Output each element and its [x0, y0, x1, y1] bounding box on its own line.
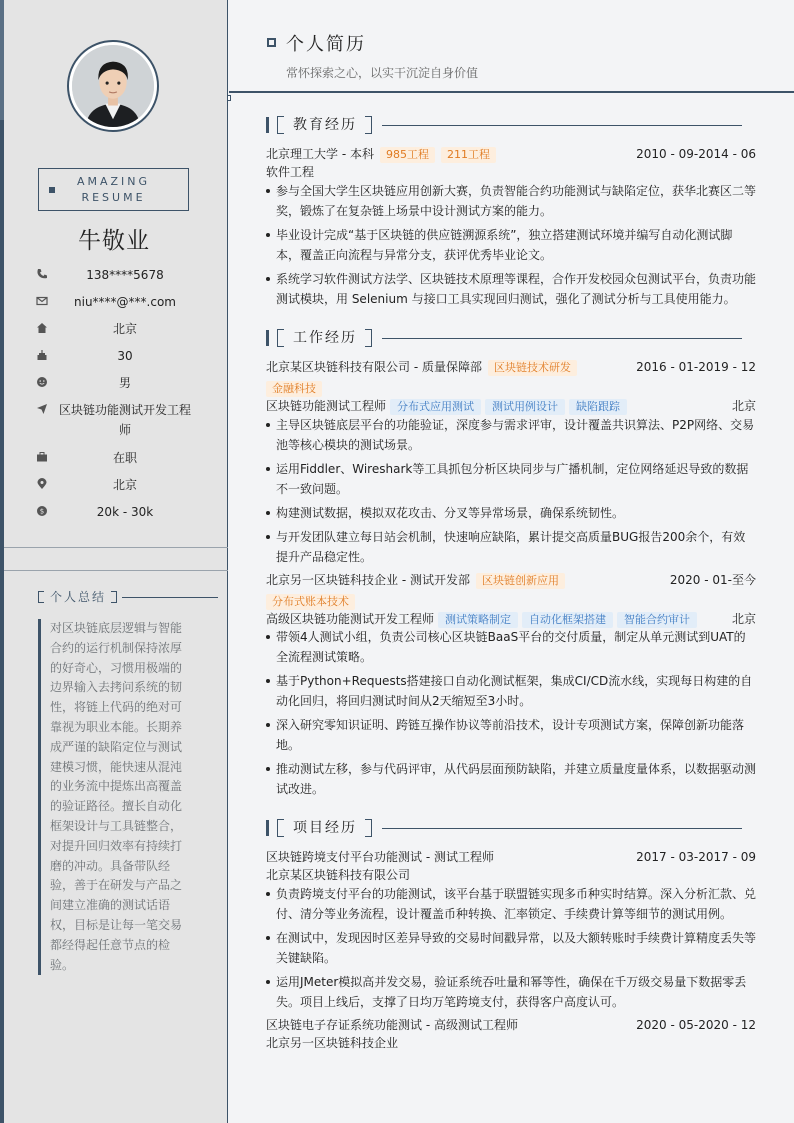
status-value: 在职: [112, 451, 137, 465]
info-salary: [36, 502, 196, 522]
job-1-tag-wrap: [266, 379, 756, 397]
sidebar-accent-bar: [0, 0, 4, 1123]
education-bullets: [266, 181, 756, 313]
job-2-header: [266, 571, 756, 589]
info-email: [36, 292, 196, 312]
skill-tag: 测试用例设计: [485, 399, 565, 415]
title-square-icon: [267, 38, 276, 47]
major-name: 软件工程: [266, 165, 315, 179]
salary-value: 20k - 30k: [96, 505, 154, 519]
project-1-header: [266, 848, 756, 866]
candidate-name: 牛敬业: [78, 228, 150, 254]
send-icon: [36, 403, 48, 415]
job-city: 北京: [731, 399, 756, 413]
list-item: 推动测试左移，参与代码评审，从代码层面预防缺陷，并建立质量度量体系，以数据驱动测试改进。: [266, 759, 756, 799]
svg-text:$: $: [39, 507, 45, 516]
edu-tag: 985工程: [380, 147, 435, 163]
skill-tag: 智能合约审计: [617, 612, 697, 628]
section-bar-icon: [266, 330, 269, 346]
briefcase-icon: [36, 451, 48, 463]
list-item: 运用Fiddler、Wireshark等工具抓包分析区块同步与广播机制，定位网络延迟导致的数据不一致问题。: [266, 459, 756, 499]
list-item: 构建测试数据，模拟双花攻击、分叉等异常场景，确保系统韧性。: [266, 503, 756, 523]
job-position: 高级区块链功能测试开发工程师: [266, 612, 435, 626]
section-line: [382, 828, 742, 829]
job-city: 北京: [731, 612, 756, 626]
smile-icon: [36, 376, 48, 388]
list-item: 主导区块链底层平台的功能验证，深度参与需求评审，设计覆盖共识算法、P2P网络、交易池等核心模块的测试场景。: [266, 415, 756, 455]
bracket-right-icon: [111, 591, 117, 603]
list-item: 带领4人测试小组，负责公司核心区块链BaaS平台的交付质量，制定从单元测试到UAT的全流程测试策略。: [266, 627, 756, 667]
industry-tag: 分布式账本技术: [266, 594, 355, 610]
header-divider: [229, 91, 794, 93]
info-gender: [36, 373, 196, 393]
bracket-right-icon: [365, 819, 372, 837]
home-icon: [36, 322, 48, 334]
tag-line-2: RESUME: [81, 191, 146, 204]
section-line: [382, 125, 742, 126]
job-date: 2016 - 01-2019 - 12: [636, 360, 756, 374]
industry-tag: 金融科技: [266, 381, 322, 397]
project-2-company-row: [266, 1034, 756, 1052]
header-marker: [227, 95, 231, 101]
job-2-tag-wrap: [266, 592, 756, 610]
list-item: 毕业设计完成“基于区块链的供应链溯源系统”，独立搭建测试环境并编写自动化测试脚本，覆盖正向流程与异常分支，获评优秀毕业论文。: [266, 225, 756, 265]
skill-tag: 自动化框架搭建: [522, 612, 613, 628]
project-1-company-row: [266, 866, 756, 884]
job-company: 北京另一区块链科技企业 - 测试开发部: [266, 573, 470, 587]
target-city-value: 北京: [112, 478, 137, 492]
page-subtitle: 常怀探索之心，以实干沉淀自身价值: [286, 66, 479, 80]
sidebar: [0, 0, 228, 1123]
project-2-header: [266, 1016, 756, 1034]
industry-tag: 区块链技术研发: [488, 360, 577, 376]
education-date: 2010 - 09-2014 - 06: [636, 147, 756, 161]
avatar: [67, 40, 159, 132]
page-title: 个人简历: [286, 34, 366, 55]
bracket-left-icon: [38, 591, 44, 603]
project-title: 区块链电子存证系统功能测试 - 高级测试工程师: [266, 1018, 518, 1032]
info-age: [36, 346, 196, 366]
gender-value: 男: [118, 376, 131, 390]
list-item: 基于Python+Requests搭建接口自动化测试框架，集成CI/CD流水线，实现每日构建的自动化回归，将回归测试时间从2天缩短至3小时。: [266, 671, 756, 711]
job-2-bullets: [266, 627, 756, 803]
salary-icon: [36, 505, 48, 517]
section-bar-icon: [266, 820, 269, 836]
tag-line-1: AMAZING: [76, 175, 151, 188]
section-project-heading: [266, 819, 758, 837]
section-work-heading: [266, 329, 758, 347]
list-item: 深入研究零知识证明、跨链互操作协议等前沿技术，设计专项测试方案，保障创新功能落地。: [266, 715, 756, 755]
edu-tag: 211工程: [441, 147, 496, 163]
info-job: [36, 400, 196, 440]
list-item: 负责跨境支付平台的功能测试，该平台基于联盟链实现多币种实时结算。深入分析汇款、兑付、清分等业务流程，设计覆盖币种转换、汇率锁定、手续费计算等细节的测试用例。: [266, 884, 756, 924]
project-title: 区块链跨境支付平台功能测试 - 测试工程师: [266, 850, 494, 864]
info-city: [36, 319, 196, 339]
bracket-right-icon: [365, 116, 372, 134]
project-company: 北京某区块链科技有限公司: [266, 868, 411, 882]
list-item: 在测试中，发现因时区差异导致的交易时间戳异常，以及大额转账时手续费计算精度丢失等关键缺陷。: [266, 928, 756, 968]
project-date: 2017 - 03-2017 - 09: [636, 850, 756, 864]
phone-icon: [36, 268, 48, 280]
skill-tag: 缺陷跟踪: [569, 399, 627, 415]
section-project-label: 项目经历: [293, 820, 357, 836]
job-1-bullets: [266, 415, 756, 571]
list-item: 运用JMeter模拟高并发交易，验证系统吞吐量和幂等性，确保在千万级交易量下数据零丢失。项目上线后，支撑了日均万笔跨境支付，获得客户高度认可。: [266, 972, 756, 1012]
education-header: [266, 145, 756, 163]
job-position: 区块链功能测试工程师: [266, 399, 387, 413]
sidebar-divider-1: [4, 547, 228, 548]
location-icon: [36, 478, 48, 490]
list-item: 系统学习软件测试方法学、区块链技术原理等课程，合作开发校园众包测试平台，负责功能测试模块，用 Selenium 与接口工具实现回归测试，强化了测试分析与工具使用能力。: [266, 269, 756, 309]
email-value: niu****@***.com: [74, 295, 176, 309]
project-company: 北京另一区块链科技企业: [266, 1036, 399, 1050]
cake-icon: [36, 349, 48, 361]
skill-tag: 测试策略制定: [438, 612, 518, 628]
sidebar-divider-2: [4, 570, 228, 571]
resume-tag-box: [38, 168, 189, 211]
job-1-header: [266, 358, 756, 376]
job-1-position-row: [266, 397, 756, 415]
section-bar-icon: [266, 117, 269, 133]
section-line: [382, 338, 742, 339]
bracket-right-icon: [365, 329, 372, 347]
job-date: 2020 - 01-至今: [669, 573, 756, 587]
project-date: 2020 - 05-2020 - 12: [636, 1018, 756, 1032]
list-item: 与开发团队建立每日站会机制，快速响应缺陷，累计提交高质量BUG报告200余个，有效提升产品稳定性。: [266, 527, 756, 567]
sidebar-accent-top: [0, 0, 4, 120]
summary-heading-label: 个人总结: [50, 590, 107, 604]
education-major: [266, 163, 756, 181]
tag-square-icon: [49, 187, 55, 193]
summary-heading: [38, 589, 218, 605]
bracket-left-icon: [277, 116, 284, 134]
project-1-bullets: [266, 884, 756, 1016]
summary-text: 对区块链底层逻辑与智能合约的运行机制保持浓厚的好奇心，习惯用极端的边界输入去拷问系统的韧性，将链上代码的绝对可靠视为职业本能。长期养成严谨的缺陷定位与测试建模习惯，能快速从混沌的业务流中提炼出高覆盖的验证路径。擅长自动化框架设计与工具链整合，对提升回归效率有持续打磨的冲动。具备带队经验，善于在研发与产品之间建立准确的测试话语权，目标是让每一笔交易都经得起任意节点的检验。: [38, 619, 188, 975]
info-target-city: [36, 475, 196, 495]
job-company: 北京某区块链科技有限公司 - 质量保障部: [266, 360, 482, 374]
info-phone: [36, 265, 196, 285]
list-item: 参与全国大学生区块链应用创新大赛，负责智能合约功能测试与缺陷定位，获华北赛区二等奖，锻炼了在复杂链上场景中设计测试方案的能力。: [266, 181, 756, 221]
school-name: 北京理工大学 - 本科: [266, 147, 374, 161]
industry-tag: 区块链创新应用: [476, 573, 565, 589]
age-value: 30: [117, 349, 133, 363]
job-2-position-row: [266, 610, 756, 628]
city-value: 北京: [112, 322, 137, 336]
summary-heading-line: [122, 597, 218, 598]
section-work-label: 工作经历: [293, 330, 357, 346]
section-education-heading: [266, 116, 758, 134]
mail-icon: [36, 295, 48, 307]
bracket-left-icon: [277, 819, 284, 837]
section-education-label: 教育经历: [293, 117, 357, 133]
phone-value: 138****5678: [86, 268, 164, 282]
info-status: [36, 448, 196, 468]
skill-tag: 分布式应用测试: [390, 399, 481, 415]
avatar-photo: [72, 45, 154, 127]
job-value: 区块链功能测试开发工程师: [58, 403, 191, 437]
bracket-left-icon: [277, 329, 284, 347]
